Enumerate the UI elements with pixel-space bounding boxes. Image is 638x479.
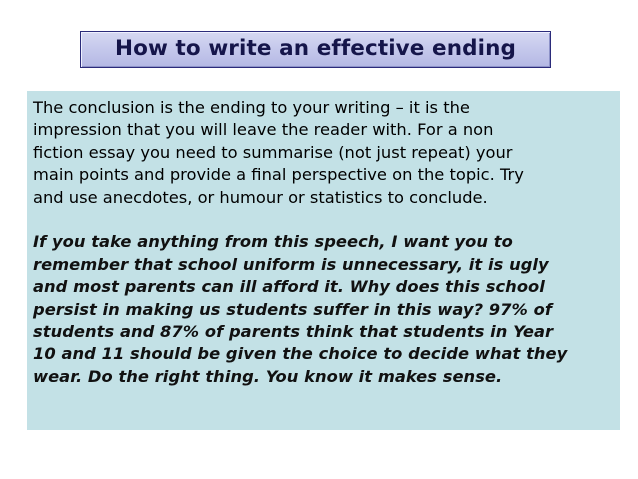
content-box <box>27 91 620 430</box>
intro-line: and use anecdotes, or humour or statistics to conclude. <box>33 187 488 207</box>
example-line: remember that school uniform is unnecessary, it is ugly <box>33 254 549 274</box>
example-line: If you take anything from this speech, I want you to <box>33 232 513 252</box>
slide-title-box <box>80 31 551 68</box>
example-line: wear. Do the right thing. You know it makes sense. <box>33 366 503 386</box>
example-line: students and 87% of parents think that students in Year <box>33 322 554 342</box>
intro-line: main points and provide a final perspective on the topic. Try <box>33 165 524 185</box>
intro-line: impression that you will leave the reader with. For a non <box>33 120 494 140</box>
example-line: and most parents can ill afford it. Why does this school <box>33 277 545 297</box>
intro-line: The conclusion is the ending to your writing – it is the <box>33 98 470 117</box>
example-line: persist in making us students suffer in this way? 97% of <box>33 299 552 319</box>
intro-line: fiction essay you need to summarise (not just repeat) your <box>33 142 513 162</box>
intro-paragraph <box>33 97 614 209</box>
slide-title: How to write an effective ending <box>114 36 516 61</box>
example-paragraph <box>33 231 614 388</box>
example-line: 10 and 11 should be given the choice to decide what they <box>33 344 568 364</box>
